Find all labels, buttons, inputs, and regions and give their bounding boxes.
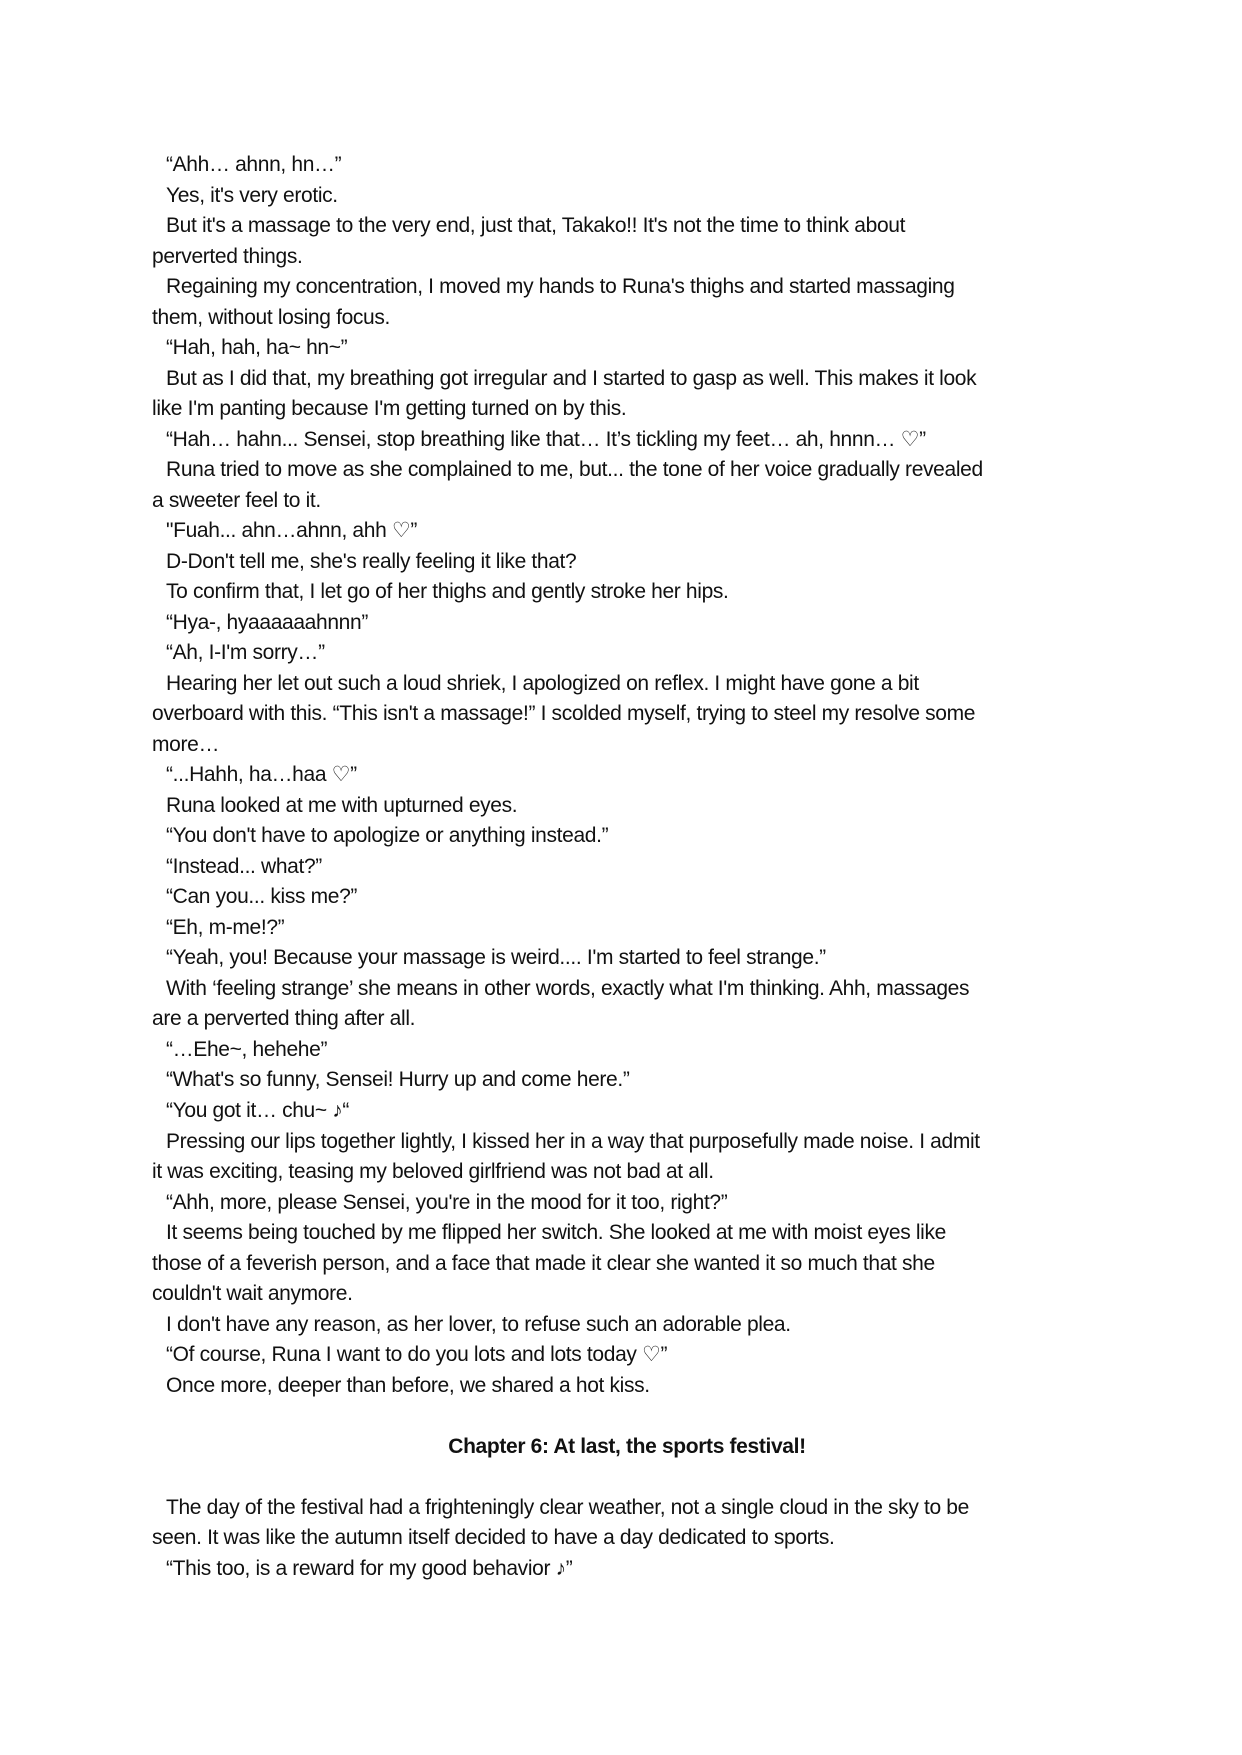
chapter-heading: Chapter 6: At last, the sports festival! — [448, 1434, 806, 1458]
text-line: With ‘feeling strange’ she means in other words, exactly what I'm thinking. Ahh, massages — [166, 976, 970, 1000]
text-line: "Fuah... ahn…ahnn, ahh ♡” — [166, 519, 418, 543]
text-line: it was exciting, teasing my beloved girlfriend was not bad at all. — [152, 1160, 714, 1184]
text-line: But as I did that, my breathing got irregular and I started to gasp as well. This makes it look — [166, 366, 977, 390]
chapter-text — [152, 1493, 1102, 1585]
text-line: “You got it… chu~ ♪“ — [166, 1098, 350, 1122]
text-line: The day of the festival had a frighteningly clear weather, not a single cloud in the sky to be — [166, 1495, 969, 1519]
document-page — [152, 150, 1102, 1584]
text-line: “Of course, Runa I want to do you lots and lots today ♡” — [166, 1343, 668, 1367]
text-line: To confirm that, I let go of her thighs and gently stroke her hips. — [166, 580, 729, 604]
text-line: like I'm panting because I'm getting turned on by this. — [152, 397, 627, 421]
text-line: Yes, it's very erotic. — [166, 183, 338, 207]
text-line: “…Ehe~, hehehe” — [166, 1037, 328, 1061]
text-line: “Eh, m-me!?” — [166, 915, 285, 939]
text-line: “Ahh… ahnn, hn…” — [166, 153, 342, 176]
text-line: Hearing her let out such a loud shriek, I apologized on reflex. I might have gone a bit — [166, 671, 919, 695]
text-line: those of a feverish person, and a face that made it clear she wanted it so much that she — [152, 1251, 935, 1275]
text-line: are a perverted thing after all. — [152, 1007, 416, 1031]
text-line: It seems being touched by me flipped her switch. She looked at me with moist eyes like — [166, 1221, 946, 1245]
text-line: Runa tried to move as she complained to me, but... the tone of her voice gradually revealed — [166, 458, 983, 482]
text-line: Regaining my concentration, I moved my hands to Runa's thighs and started massaging — [166, 275, 955, 299]
text-line: perverted things. — [152, 244, 303, 268]
text-line: But it's a massage to the very end, just that, Takako!! It's not the time to think about — [166, 214, 906, 238]
spacer — [152, 1401, 1102, 1432]
text-line: Runa looked at me with upturned eyes. — [166, 793, 518, 817]
text-line: “Ahh, more, please Sensei, you're in the mood for it too, right?” — [166, 1190, 728, 1214]
text-line: “This too, is a reward for my good behavior ♪” — [166, 1556, 573, 1580]
text-line: Once more, deeper than before, we shared a hot kiss. — [166, 1373, 650, 1397]
text-line: “Hah, hah, ha~ hn~” — [166, 336, 348, 360]
text-line: “You don't have to apologize or anything instead.” — [166, 824, 609, 848]
text-line: “Ah, I-I'm sorry…” — [166, 641, 325, 665]
spacer — [152, 1462, 1102, 1493]
text-line: “Hya-, hyaaaaaahnnn” — [166, 610, 368, 634]
text-line: them, without losing focus. — [152, 305, 391, 329]
text-line: “Can you... kiss me?” — [166, 885, 358, 909]
text-line: “Instead... what?” — [166, 854, 322, 878]
text-line: I don't have any reason, as her lover, to refuse such an adorable plea. — [166, 1312, 791, 1336]
text-line: “Hah… hahn... Sensei, stop breathing like that… It’s tickling my feet… ah, hnnn… ♡” — [166, 427, 926, 451]
text-line: “...Hahh, ha…haa ♡” — [166, 763, 357, 787]
text-line: a sweeter feel to it. — [152, 488, 321, 512]
text-line: overboard with this. “This isn't a massage!” I scolded myself, trying to steel my resolve some — [152, 702, 976, 726]
text-line: couldn't wait anymore. — [152, 1282, 353, 1306]
text-line: seen. It was like the autumn itself decided to have a day dedicated to sports. — [152, 1526, 835, 1550]
text-line: “Yeah, you! Because your massage is weird.... I'm started to feel strange.” — [166, 946, 826, 970]
text-line: more… — [152, 732, 220, 756]
story-text — [152, 150, 1102, 1401]
text-line: D-Don't tell me, she's really feeling it like that? — [166, 549, 577, 573]
text-line: “What's so funny, Sensei! Hurry up and come here.” — [166, 1068, 630, 1092]
text-line: Pressing our lips together lightly, I kissed her in a way that purposefully made noise. I admit — [166, 1129, 980, 1153]
